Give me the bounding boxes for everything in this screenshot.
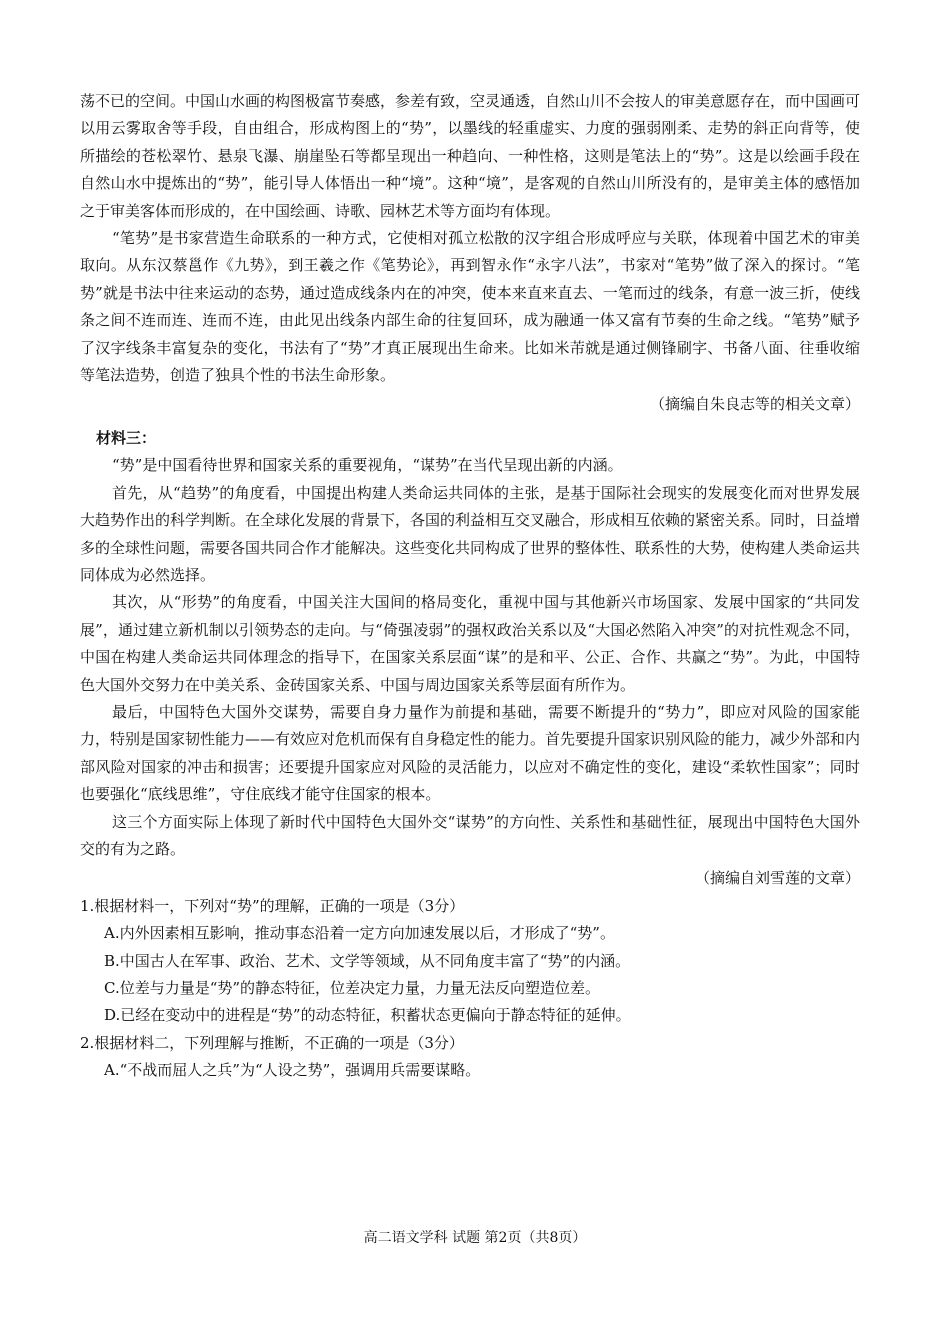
paragraph: 首先，从“趋势”的角度看，中国提出构建人类命运共同体的主张，是基于国际社会现实的发展变化而对世界发展大趋势作出的科学判断。在全球化发展的背景下，各国的利益相互交叉融合，形成相互依赖的紧密关系。同时，日益增多的全球性问题，需要各国共同合作才能解决。这些变化共同构成了世界的整体性、联系性的大势，使构建人类命运共同体成为必然选择。 [80,483,861,584]
paragraph: 其次，从“形势”的角度看，中国关注大国间的格局变化，重视中国与其他新兴市场国家、发展中国家的“共同发展”，通过建立新机制以引领势态的走向。与“倚强凌弱”的强权政治关系以及“大国必然陷入冲突”的对抗性观念不同，中国在构建人类命运共同体理念的指导下，在国家关系层面“谋”的是和平、公正、合作、共赢之“势”。为此，中国特色大国外交努力在中美关系、金砖国家关系、中国与周边国家关系等层面有所作为。 [80,593,860,694]
answer-option: A.内外因素相互影响，推动事态沿着一定方向加速发展以后，才形成了“势”。 [104,924,615,943]
question-stem: 1.根据材料一，下列对“势”的理解，正确的一项是（3分） [80,896,465,915]
answer-option: C.位差与力量是“势”的静态特征，位差决定力量，力量无法反向塑造位差。 [104,979,601,997]
source-citation: （摘编自刘雪莲的文章） [694,869,860,888]
answer-option: B.中国古人在军事、政治、艺术、文学等领域，从不同角度丰富了“势”的内涵。 [104,951,631,970]
answer-option: A.“不战而屈人之兵”为“人设之势”，强调用兵需要谋略。 [104,1061,481,1080]
paragraph: “笔势”是书家营造生命联系的一种方式，它使相对孤立松散的汉字组合形成呼应与关联，体现着中国艺术的审美取向。从东汉蔡邕作《九势》，到王羲之作《笔势论》，再到智永作“永字八法”，书家对“笔势”做了深入的探讨。“笔势”就是书法中往来运动的态势，通过造成线条内在的冲突，使本来直来直去、一笔而过的线条，有意一波三折，使线条之间不连而连、连而不连，由此见出线条内部生命的往复回环，成为融通一体又富有节奏的生命之线。“笔势”赋予了汉字线条丰富复杂的变化，书法有了“势”才真正展现出生命来。比如米芾就是通过侧锋刷字、书备八面、往垂收缩等笔法造势，创造了独具个性的书法生命形象。 [80,229,860,385]
paragraph: 荡不已的空间。中国山水画的构图极富节奏感，参差有致，空灵通透，自然山川不会按人的审美意愿存在，而中国画可以用云雾取舍等手段，自由组合，形成构图上的“势”，以墨线的轻重虚实、力度的强弱刚柔、走势的斜正向背等，使所描绘的苍松翠竹、悬泉飞瀑、崩崖坠石等都呈现出一种趋向、一种性格，这则是笔法上的“势”。这是以绘画手段在自然山水中提炼出的“势”，能引导人体悟出一种“境”。这种“境”，是客观的自然山川所没有的，是审美主体的感悟加之于审美客体而形成的，在中国绘画、诗歌、园林艺术等方面均有体现。 [80,92,861,220]
source-citation: （摘编自朱良志等的相关文章） [649,395,860,414]
paragraph: 这三个方面实际上体现了新时代中国特色大国外交“谋势”的方向性、关系性和基础性征，展现出中国特色大国外交的有为之路。 [80,812,860,858]
question-stem: 2.根据材料二，下列理解与推断，不正确的一项是（3分） [80,1033,464,1052]
paragraph: 最后，中国特色大国外交谋势，需要自身力量作为前提和基础，需要不断提升的“势力”，即应对风险的国家能力，特别是国家韧性能力——有效应对危机而保有自身稳定性的能力。首先要提升国家识别风险的能力，减少外部和内部风险对国家的冲击和损害；还要提升国家应对风险的灵活能力，以应对不确定性的变化，建设“柔软性国家”；同时也要强化“底线思维”，守住底线才能守住国家的根本。 [80,702,861,804]
paragraph: “势”是中国看待世界和国家关系的重要视角，“谋势”在当代呈现出新的内涵。 [112,456,623,475]
answer-option: D.已经在变动中的进程是“势”的动态特征，积蓄状态更偏向于静态特征的延伸。 [104,1006,631,1025]
section-heading: 材料三： [96,428,157,447]
page-content [80,88,860,1085]
page-footer: 高二语文学科 试题 第2页（共8页） [363,1230,587,1246]
